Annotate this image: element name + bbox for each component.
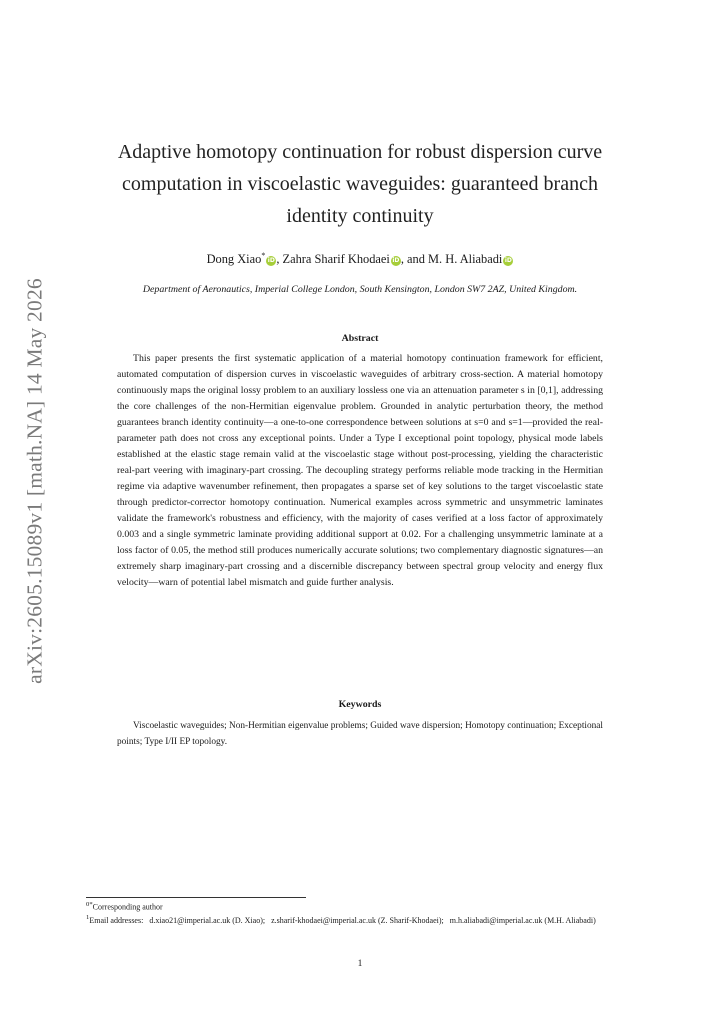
footnote-text: Corresponding author: [92, 902, 163, 912]
footnotes: [86, 900, 634, 926]
corresponding-mark: *: [261, 251, 266, 260]
page-number: 1: [357, 959, 363, 969]
keywords-heading: Keywords: [338, 699, 382, 710]
footnote-divider: [86, 897, 306, 898]
arxiv-identifier: arXiv:2605.15089v1 [math.NA] 14 May 2026: [22, 278, 47, 684]
email-label: Email addresses:: [89, 915, 144, 925]
abstract-text: This paper presents the first systematic application of a material homotopy continuation framework for efficient, automated computation of dispersion curves in viscoelastic waveguides of arbitrary cross-section. A material homotopy continuously maps the original lossy problem to an auxiliary lossless one via an attenuation parameter s in [0,1], addressing the core challenges of the non-Hermitian eigenvalue problem. Grounded in analytic perturbation theory, the method guarantees branch identity continuity—a one-to-one correspondence between solutions at s=0 and s=1—provided the real-parameter path does not cross any exceptional points. Under a Type I exceptional point topology, physical mode labels established at the elastic stage remain valid at the viscoelastic stage without post-processing, yielding the characteristic real-part veering with imaginary-part crossing. The decoupling strategy performs reliable mode tracking in the Hermitian regime via adaptive wavenumber refinement, then propagates a sparse set of key solutions to the target viscoelastic state through predictor-corrector homotopy continuation. Numerical examples across symmetric and unsymmetric laminates validate the framework's robustness and efficiency, with the majority of cases verified at a loss factor of approximately 0.003 and a single symmetric laminate providing additional support at 0.02. For a challenging unsymmetric laminate at a loss factor of 0.05, the method still produces numerically accurate solutions; two complementary diagnostic signatures—an extremely sharp imaginary-part crossing and a discernible discrepancy between spectral group velocity and energy flux velocity—warn of potential label mismatch and guide further analysis.: [117, 353, 603, 588]
footnote-mark: 1: [86, 914, 90, 922]
author-list: [100, 248, 620, 267]
arxiv-sidebar: [14, 276, 56, 686]
affiliation: Department of Aeronautics, Imperial College London, South Kensington, London SW7 2AZ, United Kingdom.: [142, 284, 578, 295]
author-name: , and M. H. Aliabadi: [400, 252, 503, 267]
email-link[interactable]: d.xiao21@imperial.ac.uk (D. Xiao);: [149, 915, 266, 925]
orcid-icon[interactable]: iD: [504, 257, 512, 265]
orcid-icon[interactable]: iD: [392, 257, 400, 265]
author-name: , Zahra Sharif Khodaei: [276, 252, 390, 267]
footnote-mark: 0*: [86, 901, 93, 908]
keywords-text: Viscoelastic waveguides; Non-Hermitian eigenvalue problems; Guided wave dispersion; Homotopy continuation; Exceptional points; Type I/II EP topology.: [117, 721, 603, 747]
author-name: Dong Xiao: [206, 252, 262, 267]
orcid-icon[interactable]: iD: [267, 257, 275, 265]
email-link[interactable]: m.h.aliabadi@imperial.ac.uk (M.H. Aliabadi): [449, 915, 596, 925]
abstract-heading: Abstract: [341, 333, 379, 344]
email-link[interactable]: z.sharif-khodaei@imperial.ac.uk (Z. Sharif-Khodaei);: [271, 915, 444, 925]
footnote-emails: [86, 913, 634, 926]
footnote-corresponding: [86, 900, 634, 913]
paper-title: Adaptive homotopy continuation for robust dispersion curve computation in viscoelastic waveguides: guaranteed branch identity continuity: [117, 141, 603, 227]
